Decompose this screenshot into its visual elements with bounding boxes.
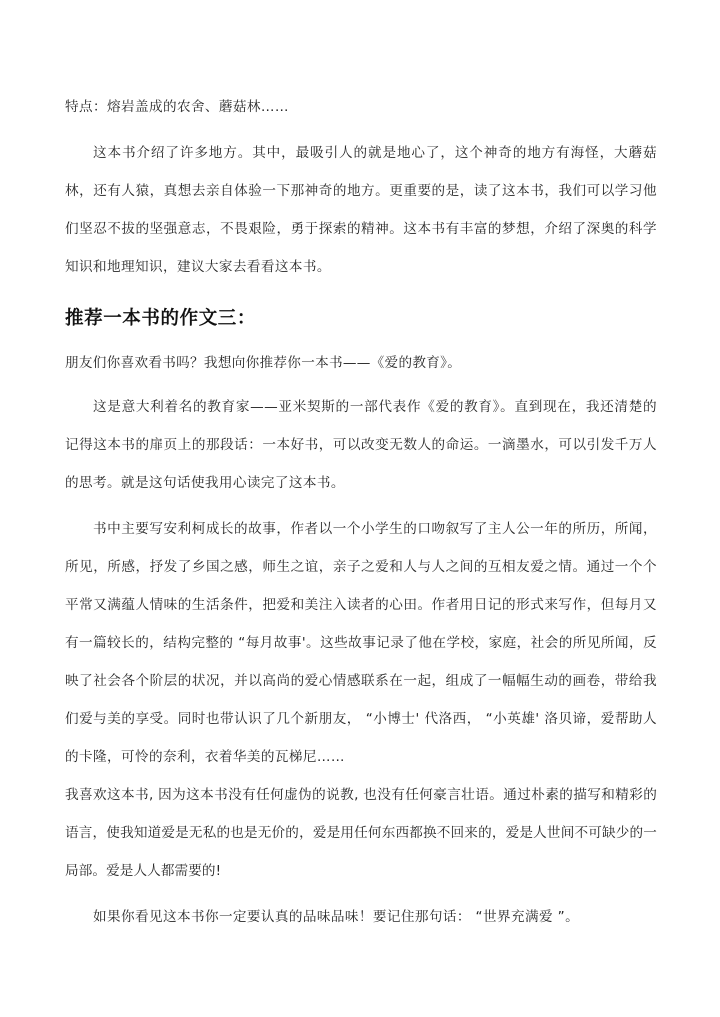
paragraph-feature-line: 特点：熔岩盖成的农舍、蘑菇林……: [65, 99, 289, 115]
document-body: [65, 88, 657, 936]
paragraph-spacer: [65, 502, 657, 510]
section-heading-wrapper: [65, 286, 657, 346]
paragraph-author: 这是意大利着名的教育家——亚米契斯的一部代表作《爱的教育》。直到现在，我还清楚的记得这本书的扉页上的那段话：一本好书，可以改变无数人的命运。一滴墨水，可以引发千万人的思考。就是这句话使我用心读完了这本书。: [65, 399, 657, 491]
paragraph-lead-question: 朋友们你喜欢看书吗？我想向你推荐你一本书——《爱的教育》。: [65, 355, 462, 371]
paragraph-closing: 如果你看见这本书你一定要认真的品味品味！要记住那句话： “世界充满爱 ”。: [93, 909, 580, 925]
paragraph-spacer: [65, 380, 657, 388]
paragraph-spacer: [65, 890, 657, 898]
paragraph-feeling: 我喜欢这本书, 因为这本书没有任何虚伪的说教, 也没有任何豪言壮语。通过朴素的描写和精彩的语言，使我知道爱是无私的也是无价的，爱是用任何东西都换不回来的，爱是人世间不可缺少的一局部。爱是人人都需要的!: [65, 787, 657, 879]
paragraph-spacer: [65, 126, 657, 134]
paragraph-content-summary: 书中主要写安利柯成长的故事，作者以一个小学生的口吻叙写了主人公一年的所历，所闻，所见，所感，抒发了乡国之感，师生之谊，亲子之爱和人与人之间的互相友爱之情。通过一个个平常又满蕴人情味的生活条件，把爱和美注入读者的心田。作者用日记的形式来写作，但每月又有一篇较长的，结构完整的 “每月故事'。这些故事记录了他在学校，家庭，社会的所见所闻，反映了社会各个阶层的状况，并以高尚的爱心情感联系在一起，组成了一幅幅生动的画卷，带给我们爱与美的享受。同时也带认识了几个新朋友， “小博士' 代洛西， “小英雄' 洛贝谛，爱帮助人的卡隆，可怜的奈利，衣着华美的瓦梯尼……: [65, 521, 657, 765]
paragraph-intro: 这本书介绍了许多地方。其中，最吸引人的就是地心了，这个神奇的地方有海怪，大蘑菇林，还有人猿，真想去亲自体验一下那神奇的地方。更重要的是，读了这本书，我们可以学习他们坚忍不拔的坚强意志，不畏艰险，勇于探索的精神。这本书有丰富的梦想，介绍了深奥的科学知识和地理知识，建议大家去看看这本书。: [65, 145, 657, 275]
section-heading: 推荐一本书的作文三：: [65, 308, 257, 329]
